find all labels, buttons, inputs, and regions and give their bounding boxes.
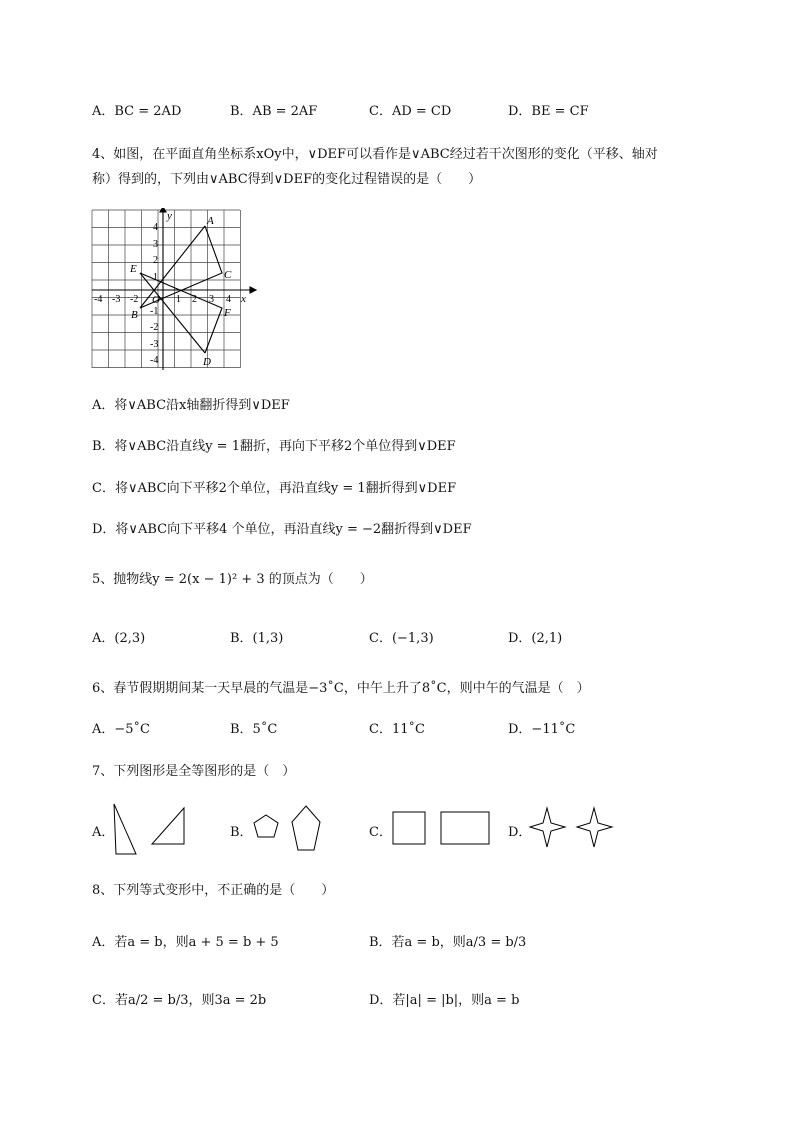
- y-tick-label: 1: [153, 272, 158, 283]
- y-tick-label: -1: [150, 306, 159, 317]
- point-label-c: C: [224, 269, 232, 281]
- q7-option-c-label: C．: [369, 825, 392, 840]
- q7-option-b-pentagons: [248, 802, 326, 854]
- q7-option-b-label: B．: [230, 825, 253, 840]
- point-label-f: F: [224, 307, 231, 319]
- q3-option-a: A．BC = 2AD: [92, 104, 182, 119]
- q3-option-c: C．AD = CD: [369, 104, 452, 119]
- q6-option-b: B．5˚C: [230, 722, 278, 737]
- q4-option-d: D．将∨ABC向下平移4 个单位，再沿直线y = −2翻折得到∨DEF: [92, 522, 472, 537]
- q8-option-b: B．若a = b，则a/3 = b/3: [369, 935, 527, 950]
- y-tick-label: -2: [150, 322, 159, 333]
- q4-stem-line2: 称）得到的，下列由∨ABC得到∨DEF的变化过程错误的是（ ）: [92, 172, 482, 187]
- point-label-d: D: [203, 356, 211, 368]
- q3-option-b: B．AB = 2AF: [230, 104, 318, 119]
- x-tick-label: 2: [192, 294, 197, 305]
- axes: [92, 208, 256, 370]
- q5-option-d: D．(2,1): [508, 631, 563, 646]
- y-tick-label: -4: [150, 355, 159, 366]
- axis-label-y: y: [167, 210, 172, 222]
- q7-option-a-label: A．: [92, 825, 115, 840]
- y-tick-label: 4: [153, 222, 158, 233]
- q5-option-c: C．(−1,3): [369, 631, 434, 646]
- x-tick-label: -2: [130, 294, 139, 305]
- q7-option-d-stars: [528, 806, 618, 850]
- q8-option-d: D．若|a| = |b|，则a = b: [369, 993, 520, 1008]
- q6-option-c: C．11˚C: [369, 722, 425, 737]
- point-label-a: A: [207, 215, 214, 227]
- q8-stem: 8、下列等式变形中，不正确的是（ ）: [92, 883, 335, 898]
- point-label-b: B: [131, 309, 138, 321]
- q5-option-a: A．(2,3): [92, 631, 146, 646]
- q5-option-b: B．(1,3): [230, 631, 284, 646]
- q5-stem: 5、抛物线y = 2(x − 1)² + 3 的顶点为（ ）: [92, 572, 373, 587]
- x-axis-arrow: [250, 287, 256, 293]
- q7-option-d-label: D．: [508, 825, 532, 840]
- q4-option-b: B．将∨ABC沿直线y = 1翻折，再向下平移2个单位得到∨DEF: [92, 439, 456, 454]
- q8-option-c: C．若a/2 = b/3，则3a = 2b: [92, 993, 267, 1008]
- axis-label-x: x: [241, 293, 246, 305]
- q6-option-a: A．−5˚C: [92, 722, 150, 737]
- x-tick-label: 4: [226, 294, 231, 305]
- y-tick-label: 3: [153, 239, 158, 250]
- x-tick-label: 3: [209, 294, 214, 305]
- y-tick-label: -3: [150, 339, 159, 350]
- q3-option-d: D．BE = CF: [508, 104, 589, 119]
- q4-option-c: C．将∨ABC向下平移2个单位，再沿直线y = 1翻折得到∨DEF: [92, 481, 457, 496]
- origin-label: O: [152, 294, 160, 306]
- x-tick-label: -4: [94, 294, 103, 305]
- q7-option-a-triangles: [108, 802, 190, 856]
- point-label-e: E: [130, 263, 137, 275]
- q4-coordinate-figure: [90, 208, 260, 373]
- q8-option-a: A．若a = b，则a + 5 = b + 5: [92, 935, 279, 950]
- x-tick-label: -3: [112, 294, 121, 305]
- grid: [92, 210, 241, 368]
- q6-stem: 6、春节假期期间某一天早晨的气温是−3˚C，中午上升了8˚C，则中午的气温是（ ）: [92, 681, 590, 696]
- q7-stem: 7、下列图形是全等图形的是（ ）: [92, 764, 296, 779]
- q4-stem-line1: 4、如图，在平面直角坐标系xOy中，∨DEF可以看作是∨ABC经过若干次图形的变化（平移、轴对: [92, 147, 658, 162]
- q6-option-d: D．−11˚C: [508, 722, 576, 737]
- y-tick-label: 2: [153, 255, 158, 266]
- q7-option-c-rectangles: [388, 810, 494, 848]
- y-axis-arrow: [160, 208, 166, 212]
- q4-option-a: A．将∨ABC沿x轴翻折得到∨DEF: [92, 398, 290, 413]
- x-tick-label: 1: [176, 294, 181, 305]
